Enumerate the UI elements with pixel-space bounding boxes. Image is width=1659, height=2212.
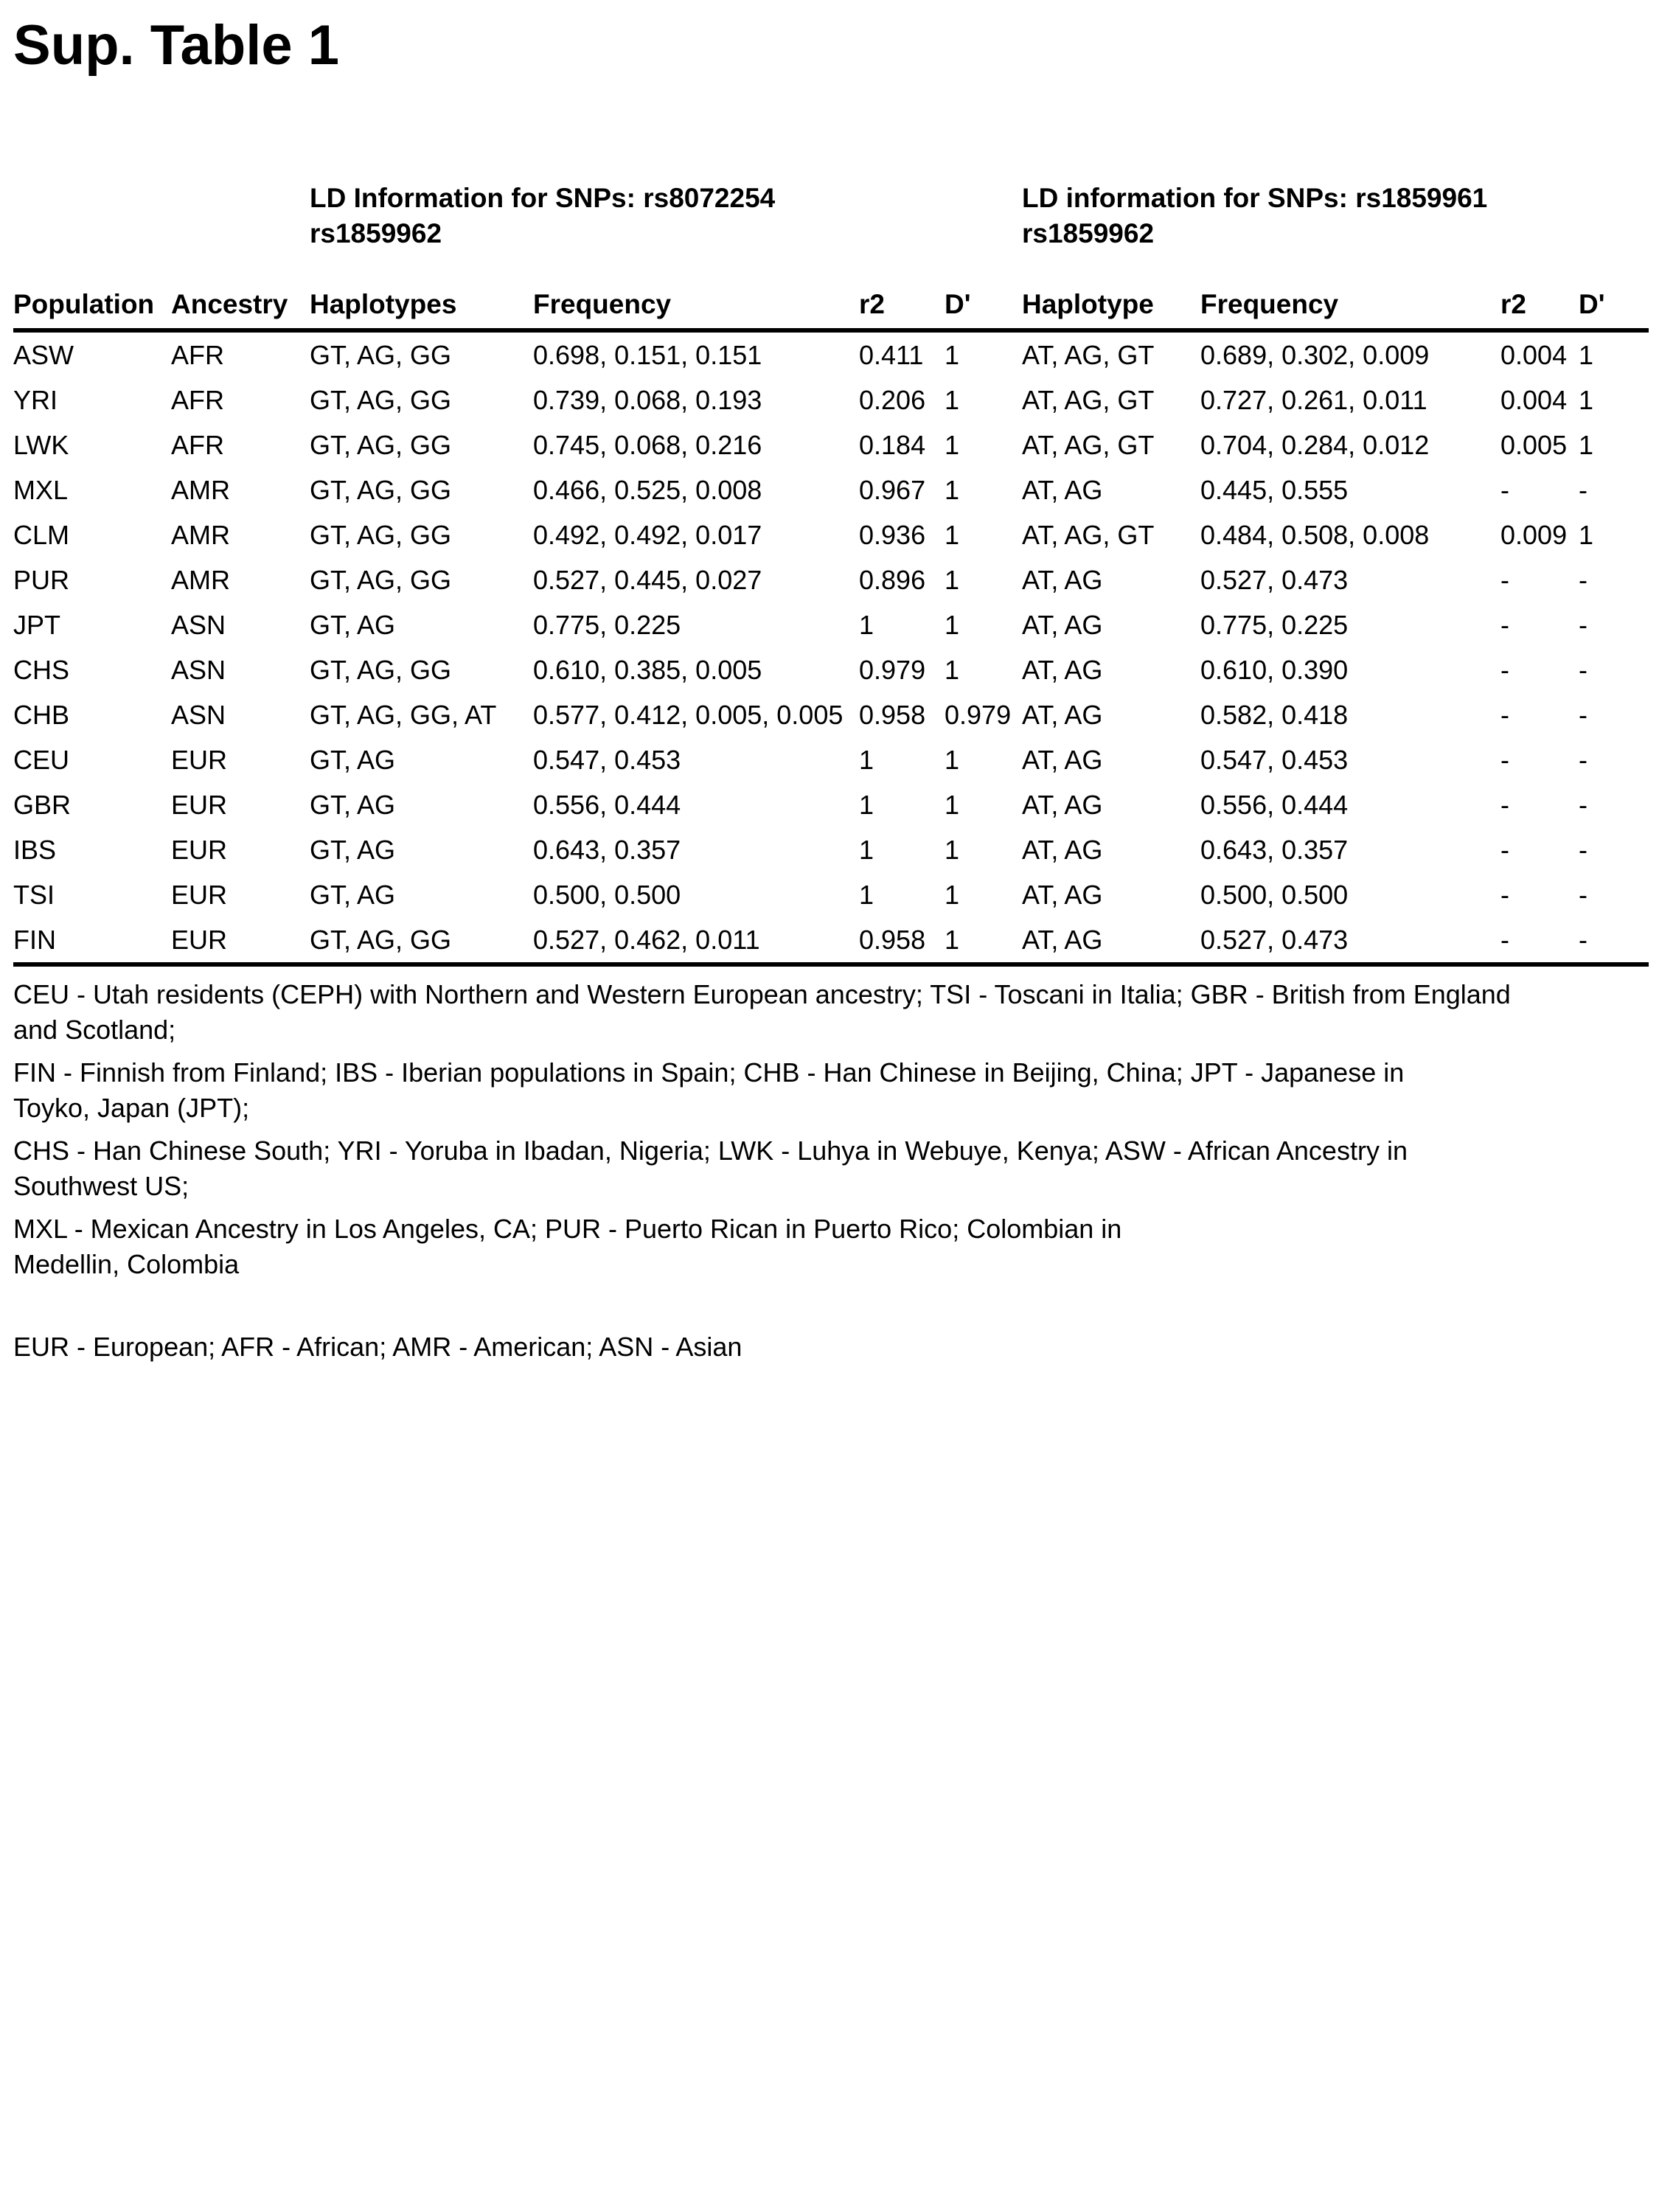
footnote-line: FIN - Finnish from Finland; IBS - Iberian populations in Spain; CHB - Han Chinese in Beijing, China; JPT - Japanese in [13,1057,1405,1088]
footnote-paragraph [13,1055,1649,1126]
footnote-paragraph [13,977,1649,1048]
cell-dprime: 1 [945,880,960,911]
group-header-right-line2: rs1859962 [1022,218,1155,249]
cell-ancestry: AMR [171,520,230,551]
cell-frequency: 0.527, 0.462, 0.011 [533,925,760,956]
cell-r2-b: - [1500,880,1509,911]
cell-haplotypes: GT, AG, GG [310,385,452,416]
cell-haplotypes: GT, AG [310,610,396,641]
col-header-haplotypes: Haplotypes [310,289,457,320]
cell-r2-b: 0.009 [1500,520,1568,551]
cell-haplotype-b: AT, AG [1022,475,1103,506]
col-header-frequency-b: Frequency [1200,289,1339,320]
cell-r2: 1 [859,745,874,776]
cell-ancestry: AFR [171,340,224,371]
cell-haplotype-b: AT, AG [1022,655,1103,686]
cell-ancestry: EUR [171,835,228,866]
cell-ancestry: EUR [171,880,228,911]
cell-r2-b: - [1500,835,1509,866]
group-header-row [13,181,1649,290]
cell-haplotypes: GT, AG, GG [310,430,452,461]
cell-r2: 0.184 [859,430,926,461]
cell-dprime-b: - [1579,700,1587,731]
group-header-right [1022,181,1649,290]
cell-ancestry: AMR [171,475,230,506]
cell-frequency-b: 0.704, 0.284, 0.012 [1200,430,1430,461]
footnote-paragraph [13,1329,1649,1365]
cell-frequency: 0.739, 0.068, 0.193 [533,385,762,416]
cell-ancestry: ASN [171,655,226,686]
cell-frequency-b: 0.643, 0.357 [1200,835,1349,866]
col-header-ancestry: Ancestry [171,289,288,320]
cell-frequency-b: 0.500, 0.500 [1200,880,1349,911]
cell-frequency-b: 0.556, 0.444 [1200,790,1349,821]
cell-haplotype-b: AT, AG [1022,790,1103,821]
cell-frequency-b: 0.610, 0.390 [1200,655,1349,686]
cell-haplotypes: GT, AG, GG [310,520,452,551]
cell-haplotype-b: AT, AG [1022,745,1103,776]
cell-ancestry: EUR [171,790,228,821]
cell-r2-b: - [1500,700,1509,731]
cell-ancestry: ASN [171,700,226,731]
footnote-paragraph [13,1133,1649,1204]
cell-population: GBR [13,790,72,821]
cell-ancestry: ASN [171,610,226,641]
cell-haplotype-b: AT, AG [1022,925,1103,956]
cell-frequency: 0.556, 0.444 [533,790,681,821]
col-header-r2: r2 [859,289,885,320]
cell-population: CHS [13,655,70,686]
footnote-line: Toyko, Japan (JPT); [13,1093,250,1124]
cell-r2: 1 [859,610,874,641]
footnote-line: CEU - Utah residents (CEPH) with Northern and Western European ancestry; TSI - Toscani in Italia; GBR - British from England [13,979,1511,1010]
cell-dprime: 1 [945,340,960,371]
cell-population: TSI [13,880,55,911]
cell-r2: 1 [859,790,874,821]
cell-dprime: 1 [945,835,960,866]
group-header-left-line2: rs1859962 [310,218,442,249]
cell-r2-b: - [1500,925,1509,956]
cell-population: JPT [13,610,61,641]
cell-population: PUR [13,565,70,596]
cell-dprime-b: 1 [1579,385,1594,416]
cell-dprime-b: 1 [1579,430,1594,461]
cell-frequency-b: 0.547, 0.453 [1200,745,1349,776]
cell-frequency-b: 0.727, 0.261, 0.011 [1200,385,1427,416]
footnotes [13,977,1649,1365]
cell-population: MXL [13,475,69,506]
cell-dprime-b: - [1579,475,1587,506]
cell-haplotype-b: AT, AG [1022,565,1103,596]
cell-haplotypes: GT, AG, GG [310,340,452,371]
cell-population: FIN [13,925,56,956]
cell-haplotypes: GT, AG [310,835,396,866]
cell-dprime-b: - [1579,925,1587,956]
cell-r2: 0.936 [859,520,926,551]
col-header-haplotype-b: Haplotype [1022,289,1154,320]
cell-haplotypes: GT, AG, GG [310,655,452,686]
col-header-frequency: Frequency [533,289,672,320]
cell-r2: 0.967 [859,475,926,506]
cell-haplotypes: GT, AG [310,790,396,821]
col-header-dprime-b: D' [1579,289,1605,320]
footnote-line: Southwest US; [13,1171,189,1202]
footnote-paragraph [13,1211,1649,1282]
ld-table [13,290,1649,967]
cell-dprime: 1 [945,520,960,551]
cell-dprime-b: - [1579,835,1587,866]
cell-frequency: 0.466, 0.525, 0.008 [533,475,762,506]
cell-haplotype-b: AT, AG, GT [1022,520,1155,551]
cell-haplotype-b: AT, AG [1022,610,1103,641]
cell-population: CHB [13,700,70,731]
cell-dprime: 1 [945,385,960,416]
cell-dprime: 1 [945,475,960,506]
col-header-population: Population [13,289,155,320]
cell-ancestry: EUR [171,925,228,956]
cell-frequency: 0.610, 0.385, 0.005 [533,655,762,686]
cell-ancestry: EUR [171,745,228,776]
cell-r2: 0.958 [859,700,926,731]
cell-population: YRI [13,385,58,416]
cell-haplotype-b: AT, AG [1022,880,1103,911]
cell-r2-b: 0.005 [1500,430,1568,461]
cell-dprime: 1 [945,655,960,686]
cell-haplotype-b: AT, AG, GT [1022,340,1155,371]
group-header-left-line1: LD Information for SNPs: rs8072254 [310,183,776,214]
cell-r2-b: - [1500,565,1509,596]
cell-frequency-b: 0.484, 0.508, 0.008 [1200,520,1430,551]
cell-ancestry: AFR [171,430,224,461]
cell-dprime-b: 1 [1579,520,1594,551]
cell-r2-b: - [1500,655,1509,686]
group-header-left [310,181,1022,290]
cell-r2-b: 0.004 [1500,340,1568,371]
cell-haplotype-b: AT, AG [1022,700,1103,731]
footnote-line: CHS - Han Chinese South; YRI - Yoruba in Ibadan, Nigeria; LWK - Luhya in Webuye, Kenya; ASW - African Ancestry in [13,1135,1408,1166]
bottom-rule [13,962,1649,967]
cell-frequency-b: 0.775, 0.225 [1200,610,1349,641]
cell-frequency: 0.745, 0.068, 0.216 [533,430,762,461]
cell-frequency: 0.547, 0.453 [533,745,681,776]
cell-dprime-b: - [1579,745,1587,776]
cell-frequency: 0.500, 0.500 [533,880,681,911]
cell-frequency: 0.492, 0.492, 0.017 [533,520,762,551]
cell-frequency: 0.698, 0.151, 0.151 [533,340,762,371]
cell-dprime-b: - [1579,655,1587,686]
cell-haplotype-b: AT, AG, GT [1022,430,1155,461]
cell-r2: 0.979 [859,655,926,686]
cell-haplotypes: GT, AG [310,880,396,911]
cell-haplotypes: GT, AG, GG, AT [310,700,497,731]
cell-frequency-b: 0.527, 0.473 [1200,925,1349,956]
cell-dprime: 0.979 [945,700,1012,731]
cell-ancestry: AMR [171,565,230,596]
cell-r2-b: 0.004 [1500,385,1568,416]
cell-ancestry: AFR [171,385,224,416]
cell-dprime-b: - [1579,880,1587,911]
cell-r2: 0.411 [859,340,924,371]
cell-haplotype-b: AT, AG [1022,835,1103,866]
cell-r2-b: - [1500,475,1509,506]
footnote-line: EUR - European; AFR - African; AMR - American; ASN - Asian [13,1332,742,1363]
cell-dprime: 1 [945,925,960,956]
cell-frequency-b: 0.445, 0.555 [1200,475,1349,506]
cell-frequency: 0.577, 0.412, 0.005, 0.005 [533,700,844,731]
cell-population: IBS [13,835,57,866]
cell-dprime: 1 [945,745,960,776]
cell-population: LWK [13,430,69,461]
cell-dprime-b: - [1579,565,1587,596]
cell-dprime: 1 [945,430,960,461]
cell-haplotypes: GT, AG, GG [310,925,452,956]
cell-r2-b: - [1500,610,1509,641]
footnote-line: Medellin, Colombia [13,1249,240,1280]
cell-frequency-b: 0.527, 0.473 [1200,565,1349,596]
cell-r2: 0.206 [859,385,926,416]
cell-haplotypes: GT, AG [310,745,396,776]
cell-dprime: 1 [945,790,960,821]
cell-r2-b: - [1500,790,1509,821]
cell-frequency-b: 0.582, 0.418 [1200,700,1349,731]
col-header-r2-b: r2 [1500,289,1526,320]
cell-dprime-b: - [1579,790,1587,821]
cell-r2-b: - [1500,745,1509,776]
cell-haplotypes: GT, AG, GG [310,565,452,596]
cell-frequency: 0.643, 0.357 [533,835,681,866]
cell-r2: 1 [859,835,874,866]
cell-dprime-b: - [1579,610,1587,641]
cell-population: ASW [13,340,74,371]
cell-dprime: 1 [945,610,960,641]
cell-r2: 0.958 [859,925,926,956]
page-title: Sup. Table 1 [13,14,340,77]
cell-frequency: 0.775, 0.225 [533,610,681,641]
cell-haplotype-b: AT, AG, GT [1022,385,1155,416]
cell-haplotypes: GT, AG, GG [310,475,452,506]
cell-population: CLM [13,520,70,551]
footnote-line: MXL - Mexican Ancestry in Los Angeles, CA; PUR - Puerto Rican in Puerto Rico; Colombian in [13,1214,1122,1245]
cell-r2: 1 [859,880,874,911]
group-header-right-line1: LD information for SNPs: rs1859961 [1022,183,1488,214]
cell-r2: 0.896 [859,565,926,596]
cell-frequency-b: 0.689, 0.302, 0.009 [1200,340,1430,371]
cell-dprime: 1 [945,565,960,596]
col-header-dprime: D' [945,289,971,320]
footnote-line: and Scotland; [13,1015,176,1046]
cell-frequency: 0.527, 0.445, 0.027 [533,565,762,596]
cell-dprime-b: 1 [1579,340,1594,371]
cell-population: CEU [13,745,70,776]
